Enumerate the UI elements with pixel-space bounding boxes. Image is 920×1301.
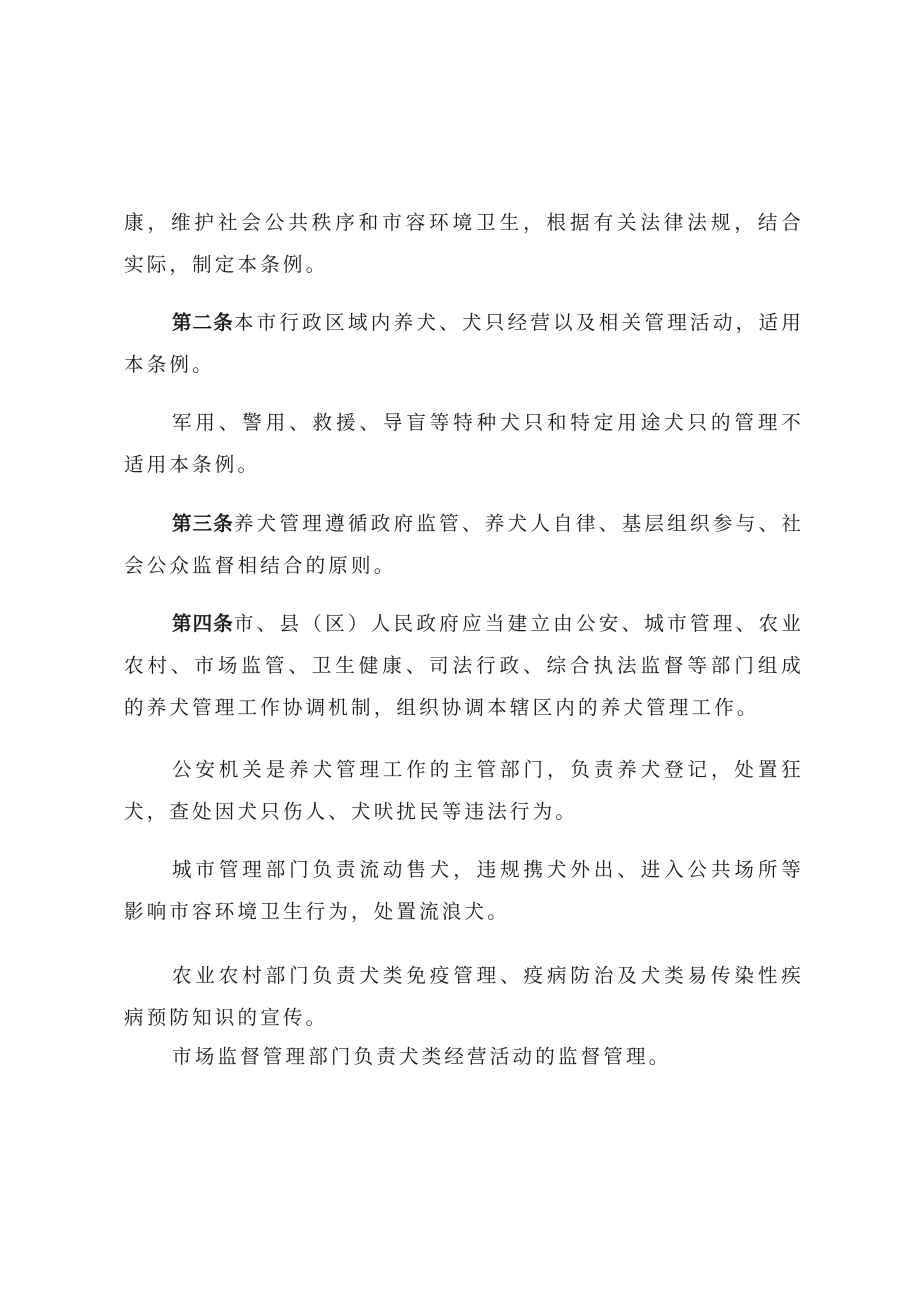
paragraph-market-supervision [124, 1036, 804, 1078]
article-number: 第三条 [172, 512, 234, 535]
paragraph-urban-management [124, 849, 804, 933]
paragraph-article-2-clause [124, 402, 804, 486]
paragraph-text: 康，维护社会公共秩序和市容环境卫生，根据有关法律法规，结合实际，制定本条例。 [124, 211, 804, 276]
paragraph-public-security [124, 749, 804, 833]
paragraph-article-4 [124, 603, 804, 729]
paragraph-text: 市场监督管理部门负责犬类经营活动的监督管理。 [172, 1045, 672, 1068]
paragraph-text: 公安机关是养犬管理工作的主管部门，负责养犬登记，处置狂犬，查处因犬只伤人、犬吠扰民等违法行为。 [124, 758, 804, 823]
paragraph-text: 养犬管理遵循政府监管、养犬人自律、基层组织参与、社会公众监督相结合的原则。 [124, 512, 804, 577]
paragraph-text: 军用、警用、救援、导盲等特种犬只和特定用途犬只的管理不适用本条例。 [124, 411, 804, 476]
paragraph-article-2 [124, 302, 804, 386]
article-number: 第二条 [172, 311, 234, 334]
paragraph-article-3 [124, 503, 804, 587]
paragraph-continuation [124, 202, 804, 286]
paragraph-agriculture [124, 955, 804, 1039]
article-number: 第四条 [172, 612, 234, 635]
paragraph-text: 农业农村部门负责犬类免疫管理、疫病防治及犬类易传染性疾病预防知识的宣传。 [124, 964, 804, 1029]
paragraph-text: 本市行政区域内养犬、犬只经营以及相关管理活动，适用本条例。 [124, 311, 804, 376]
paragraph-text: 城市管理部门负责流动售犬，违规携犬外出、进入公共场所等影响市容环境卫生行为，处置流浪犬。 [124, 858, 804, 923]
paragraph-text: 市、县（区）人民政府应当建立由公安、城市管理、农业农村、市场监管、卫生健康、司法行政、综合执法监督等部门组成的养犬管理工作协调机制，组织协调本辖区内的养犬管理工作。 [124, 612, 804, 719]
